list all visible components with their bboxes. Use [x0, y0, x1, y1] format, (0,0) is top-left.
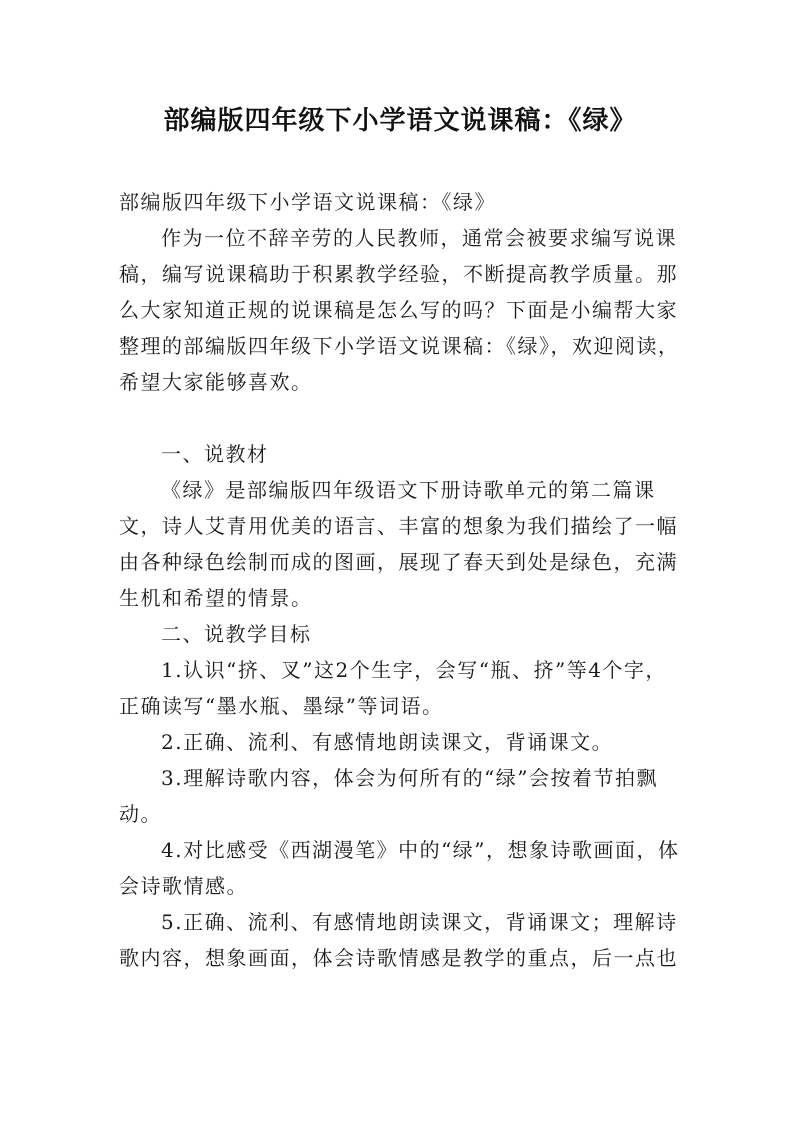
section-heading-goals: 二、说教学目标 — [161, 622, 312, 646]
document-subtitle: 部编版四年级下小学语文说课稿：《绿》 — [119, 190, 496, 214]
goal-item-2: 2.正确、流利、有感情地朗读课文，背诵课文。 — [161, 730, 614, 754]
goal-item-5: 5.正确、流利、有感情地朗读课文，背诵课文；理解诗歌内容，想象画面，体会诗歌情感是教学的重点，后一点也 — [119, 910, 678, 970]
goal-item-3: 3.理解诗歌内容，体会为何所有的“绿”会按着节拍飘动。 — [119, 766, 659, 826]
section-heading-textbook: 一、说教材 — [161, 442, 269, 466]
document-body — [119, 184, 685, 976]
goal-item-1: 1.认识“挤、叉”这2个生字，会写“瓶、挤”等4个字，正确读写“墨水瓶、墨绿”等词语。 — [119, 658, 667, 718]
intro-paragraph: 作为一位不辞辛劳的人民教师，通常会被要求编写说课稿，编写说课稿助于积累教学经验，不断提高教学质量。那么大家知道正规的说课稿是怎么写的吗？下面是小编帮大家整理的部编版四年级下小学语文说课稿：《绿》，欢迎阅读，希望大家能够喜欢。 — [119, 226, 680, 394]
textbook-paragraph: 《绿》是部编版四年级语文下册诗歌单元的第二篇课文，诗人艾青用优美的语言、丰富的想象为我们描绘了一幅由各种绿色绘制而成的图画，展现了春天到处是绿色，充满生机和希望的情景。 — [119, 478, 678, 610]
goal-item-4: 4.对比感受《西湖漫笔》中的“绿”，想象诗歌画面，体会诗歌情感。 — [119, 838, 680, 898]
document-title: 部编版四年级下小学语文说课稿：《绿》 — [163, 106, 637, 136]
paragraph-spacer — [119, 400, 685, 436]
